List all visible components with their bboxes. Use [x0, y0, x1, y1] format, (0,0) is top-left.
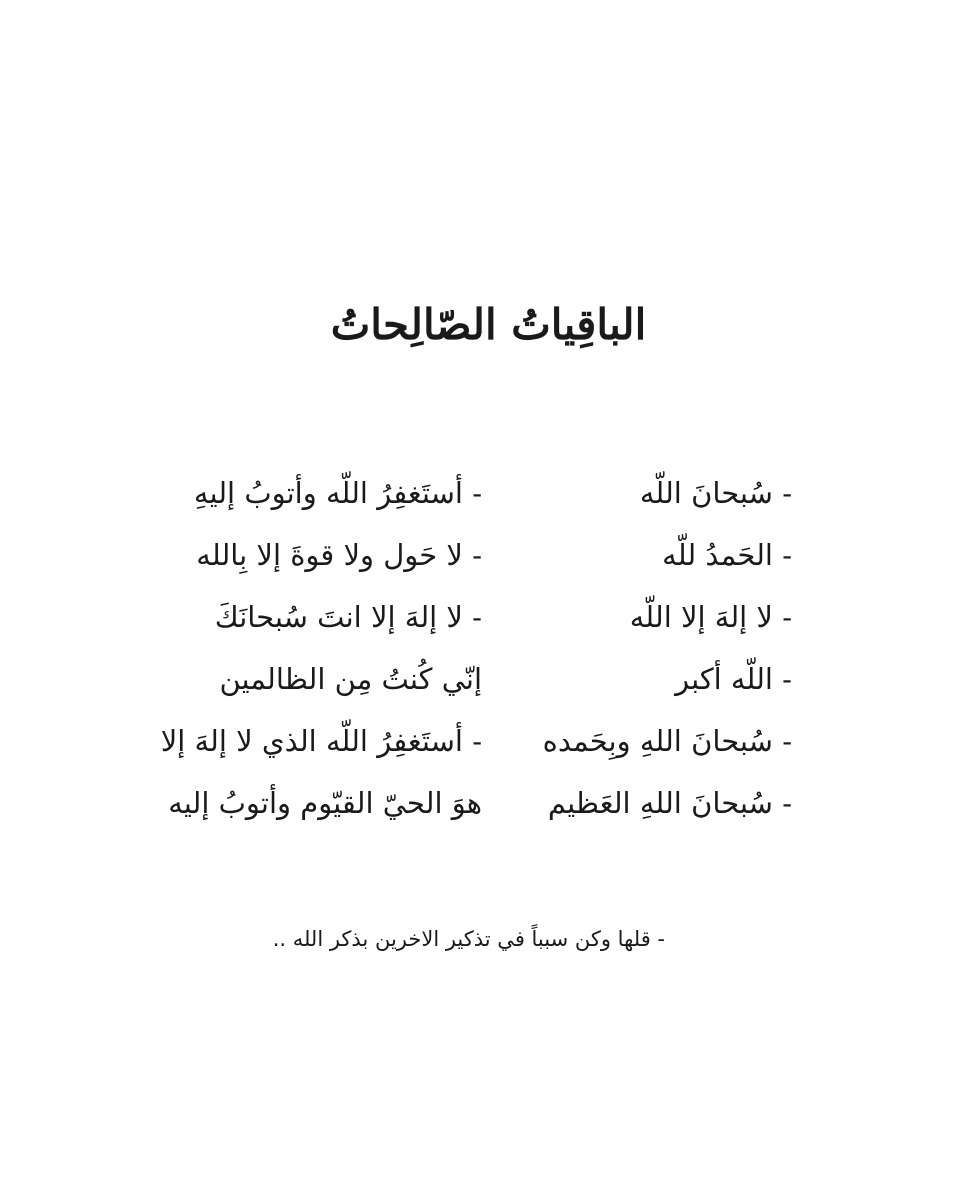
dhikr-line: هوَ الحيّ القيّوم وأتوبُ إليه — [168, 786, 482, 820]
dhikr-line: إنّي كُنتُ مِن الظالمين — [219, 662, 482, 696]
dhikr-list-left — [152, 462, 482, 834]
dhikr-line: - الحَمدُ للّه — [662, 538, 792, 572]
page-title: الباقِياتُ الصّالِحاتُ — [330, 300, 647, 349]
footer-note: - قلها وكن سبباً في تذكير الاخرين بذكر الله .. — [272, 927, 665, 951]
dhikr-list-right — [492, 462, 792, 834]
dhikr-line: - لا إلهَ إلا اللّه — [629, 600, 792, 634]
dhikr-line: - أستَغفِرُ اللّه الذي لا إلهَ إلا — [160, 724, 482, 758]
dhikr-line: - لا حَول ولا قوةَ إلا بِالله — [196, 538, 482, 572]
dhikr-line: - اللّه أكبر — [675, 662, 792, 696]
dhikr-line: - سُبحانَ اللّه — [639, 476, 792, 510]
dhikr-line: - أستَغفِرُ اللّه وأتوبُ إليهِ — [193, 476, 482, 510]
dhikr-line: - سُبحانَ اللهِ وبِحَمده — [542, 724, 792, 758]
dhikr-line: - سُبحانَ اللهِ العَظيم — [547, 786, 792, 820]
dhikr-line: - لا إلهَ إلا انتَ سُبحانَكَ — [214, 600, 482, 634]
